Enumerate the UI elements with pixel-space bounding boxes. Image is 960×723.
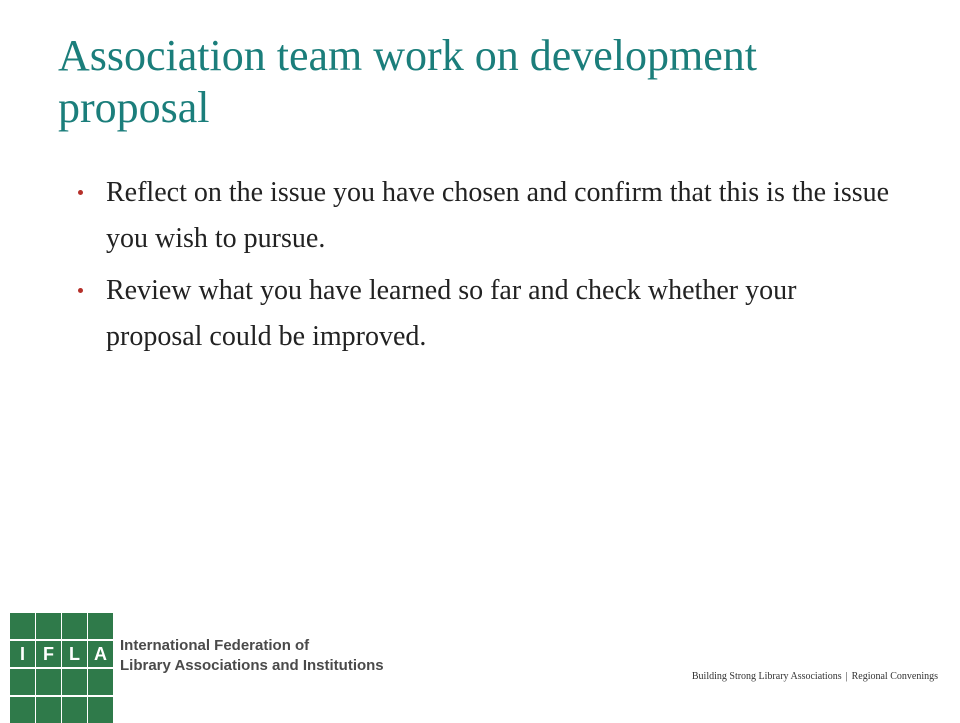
logo-cell bbox=[62, 697, 87, 723]
logo-cell bbox=[88, 669, 113, 695]
org-name-line-1: International Federation of bbox=[120, 637, 310, 654]
logo-cell bbox=[36, 697, 61, 723]
logo-cell bbox=[62, 613, 87, 639]
logo-cell bbox=[10, 613, 35, 639]
logo-letter: A bbox=[88, 641, 113, 667]
org-name-line-2: Library Associations and Institutions bbox=[120, 657, 384, 674]
footer-separator: | bbox=[845, 671, 848, 682]
bullet-text: Review what you have learned so far and check whether your proposal could be improved. bbox=[106, 275, 797, 352]
logo-letter: F bbox=[36, 641, 61, 667]
logo-cell bbox=[36, 613, 61, 639]
logo-cell bbox=[10, 697, 35, 723]
logo-cell bbox=[88, 613, 113, 639]
footer-caption bbox=[692, 671, 938, 682]
bullet-list bbox=[78, 170, 898, 366]
logo-cell bbox=[10, 669, 35, 695]
bullet-dot-icon bbox=[78, 288, 83, 293]
footer-event: Regional Convenings bbox=[851, 671, 938, 682]
bullet-item bbox=[78, 170, 898, 262]
ifla-logo-grid-icon bbox=[10, 613, 114, 723]
slide-title: Association team work on development proposal bbox=[58, 31, 757, 132]
footer-program: Building Strong Library Associations bbox=[691, 671, 842, 682]
ifla-logo bbox=[10, 613, 384, 723]
logo-letter: I bbox=[10, 641, 35, 667]
bullet-dot-icon bbox=[78, 190, 83, 195]
logo-letter: L bbox=[62, 641, 87, 667]
bullet-text: Reflect on the issue you have chosen and confirm that this is the issue you wish to pursue. bbox=[106, 177, 890, 254]
logo-cell bbox=[36, 669, 61, 695]
bullet-item bbox=[78, 268, 898, 360]
logo-cell bbox=[88, 697, 113, 723]
logo-cell bbox=[62, 669, 87, 695]
